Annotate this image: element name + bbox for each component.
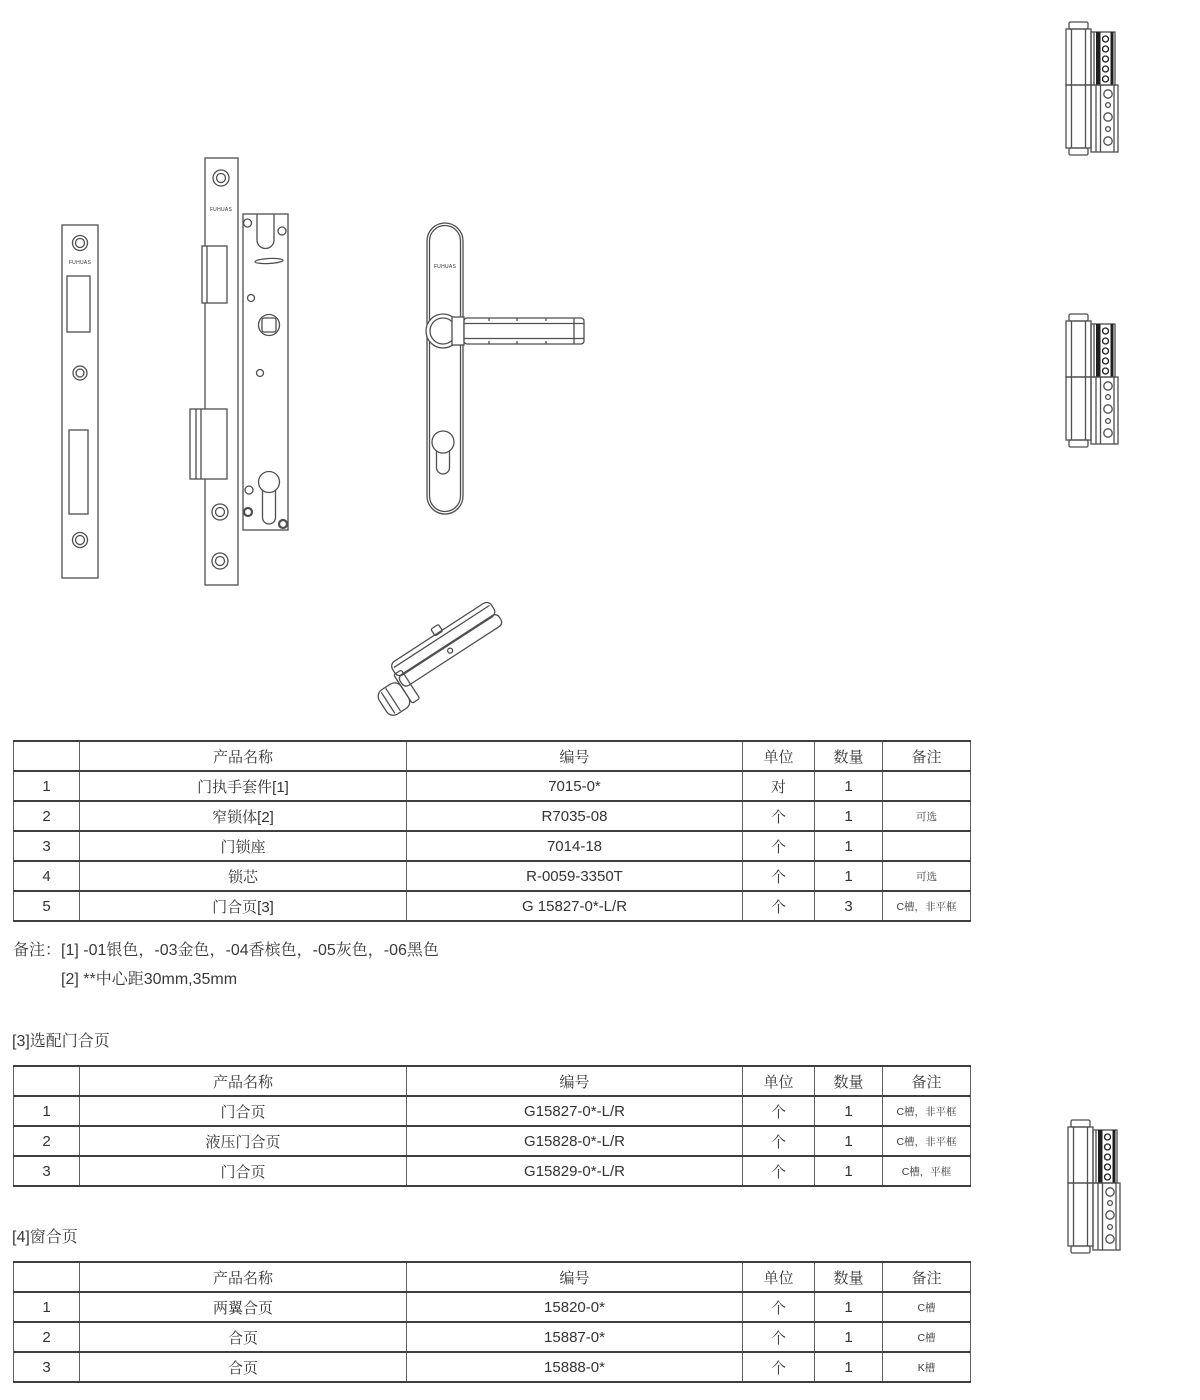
table-cell: 个 [743, 1292, 815, 1322]
column-header: 数量 [815, 1066, 883, 1096]
column-header: 数量 [815, 741, 883, 771]
table-row [14, 1322, 971, 1352]
table-row [14, 771, 971, 801]
table-cell: 1 [815, 1322, 883, 1352]
row-index-cell: 1 [14, 1292, 80, 1322]
table-cell: 1 [815, 1292, 883, 1322]
table-cell: 液压门合页 [80, 1126, 407, 1156]
column-header: 单位 [743, 1262, 815, 1292]
column-header: 编号 [407, 1066, 743, 1096]
table-cell: 合页 [80, 1352, 407, 1382]
table-cell: 1 [815, 1096, 883, 1126]
table-cell: 1 [815, 771, 883, 801]
lock-cylinder-drawing [362, 594, 513, 718]
table-cell: 个 [743, 831, 815, 861]
table-cell: 1 [815, 1126, 883, 1156]
table-cell: R7035-08 [407, 801, 743, 831]
table-cell: 1 [815, 801, 883, 831]
table-header-row [14, 1262, 971, 1292]
svg-text:FUHUAS: FUHUAS [209, 207, 233, 213]
table-cell: 15820-0* [407, 1292, 743, 1322]
table-cell: 3 [815, 891, 883, 921]
table-cell: 15887-0* [407, 1322, 743, 1352]
table-cell: 15888-0* [407, 1352, 743, 1382]
table-cell: 7014-18 [407, 831, 743, 861]
column-header: 备注 [883, 741, 971, 771]
column-header: 单位 [743, 1066, 815, 1096]
table-cell: 窄锁体[2] [80, 801, 407, 831]
window-hinge-drawing [1068, 1120, 1120, 1253]
row-index-cell: 2 [14, 1126, 80, 1156]
table-cell: 锁芯 [80, 861, 407, 891]
table-cell: 个 [743, 1126, 815, 1156]
table-row [14, 861, 971, 891]
row-index-cell: 1 [14, 1096, 80, 1126]
table-cell [883, 831, 971, 861]
table-cell: 对 [743, 771, 815, 801]
table-cell: C槽，非平框 [883, 1096, 971, 1126]
footnote-line-1 [13, 936, 439, 965]
row-index-cell: 2 [14, 1322, 80, 1352]
table-cell: 7015-0* [407, 771, 743, 801]
table-cell: 个 [743, 1322, 815, 1352]
table-cell: 个 [743, 801, 815, 831]
table-cell: K槽 [883, 1352, 971, 1382]
column-header: 编号 [407, 1262, 743, 1292]
table-cell: 两翼合页 [80, 1292, 407, 1322]
table-cell: C槽，平框 [883, 1156, 971, 1186]
column-header: 备注 [883, 1262, 971, 1292]
table-cell: 门合页 [80, 1096, 407, 1126]
column-header: 备注 [883, 1066, 971, 1096]
table-row [14, 801, 971, 831]
row-index-cell: 1 [14, 771, 80, 801]
table-row [14, 831, 971, 861]
table-cell: C槽，非平框 [883, 1126, 971, 1156]
table-cell: G15827-0*-L/R [407, 1096, 743, 1126]
table-cell: 可选 [883, 801, 971, 831]
row-index-cell: 3 [14, 1352, 80, 1382]
table-cell: 合页 [80, 1322, 407, 1352]
table-cell: 门执手套件[1] [80, 771, 407, 801]
section-label-window-hinge: [4]窗合页 [12, 1229, 78, 1246]
row-index-cell: 2 [14, 801, 80, 831]
table-cell: G 15827-0*-L/R [407, 891, 743, 921]
footnote-label: 备注： [13, 942, 62, 959]
bom-table-main [13, 740, 971, 922]
table-cell: 个 [743, 1096, 815, 1126]
column-header [14, 1066, 80, 1096]
table-row [14, 1292, 971, 1322]
table-cell: 个 [743, 861, 815, 891]
table-cell: 个 [743, 891, 815, 921]
table-row [14, 1096, 971, 1126]
column-header: 产品名称 [80, 1262, 407, 1292]
column-header [14, 741, 80, 771]
table-row [14, 891, 971, 921]
svg-text:FUHUAS: FUHUAS [433, 264, 457, 270]
table-cell: 门锁座 [80, 831, 407, 861]
table-row [14, 1156, 971, 1186]
table-cell: 1 [815, 1156, 883, 1186]
table-cell: 1 [815, 831, 883, 861]
table-cell: 门合页[3] [80, 891, 407, 921]
table-cell [883, 771, 971, 801]
table-cell: 个 [743, 1352, 815, 1382]
table-cell: C槽 [883, 1322, 971, 1352]
door-hinge-drawing-middle [1066, 314, 1118, 447]
row-index-cell: 4 [14, 861, 80, 891]
table-cell: G15829-0*-L/R [407, 1156, 743, 1186]
row-index-cell: 3 [14, 831, 80, 861]
table-cell: 1 [815, 861, 883, 891]
column-header [14, 1262, 80, 1292]
table-row [14, 1126, 971, 1156]
footnote-text-1: [1] -01银色，-03金色，-04香槟色，-05灰色，-06黑色 [61, 942, 439, 959]
column-header: 编号 [407, 741, 743, 771]
row-index-cell: 3 [14, 1156, 80, 1186]
column-header: 数量 [815, 1262, 883, 1292]
svg-text:FUHUAS: FUHUAS [68, 260, 92, 266]
footnote-line-2: [2] **中心距30mm,35mm [61, 971, 238, 988]
row-index-cell: 5 [14, 891, 80, 921]
door-hinge-options-table [13, 1065, 971, 1187]
table-header-row [14, 741, 971, 771]
door-hinge-drawing-top [1066, 22, 1118, 155]
door-handle-drawing [426, 223, 584, 514]
section-label-optional-door-hinge: [3]选配门合页 [12, 1033, 110, 1050]
table-cell: 门合页 [80, 1156, 407, 1186]
table-cell: R-0059-3350T [407, 861, 743, 891]
table-header-row [14, 1066, 971, 1096]
column-header: 单位 [743, 741, 815, 771]
table-cell: 1 [815, 1352, 883, 1382]
mortise-lock-body-drawing [190, 158, 288, 585]
table-cell: 个 [743, 1156, 815, 1186]
column-header: 产品名称 [80, 1066, 407, 1096]
footnotes [13, 936, 439, 994]
column-header: 产品名称 [80, 741, 407, 771]
table-cell: C槽 [883, 1292, 971, 1322]
table-cell: G15828-0*-L/R [407, 1126, 743, 1156]
table-row [14, 1352, 971, 1382]
table-cell: C槽，非平框 [883, 891, 971, 921]
window-hinge-table [13, 1261, 971, 1383]
table-cell: 可选 [883, 861, 971, 891]
strike-plate-drawing [62, 225, 98, 578]
